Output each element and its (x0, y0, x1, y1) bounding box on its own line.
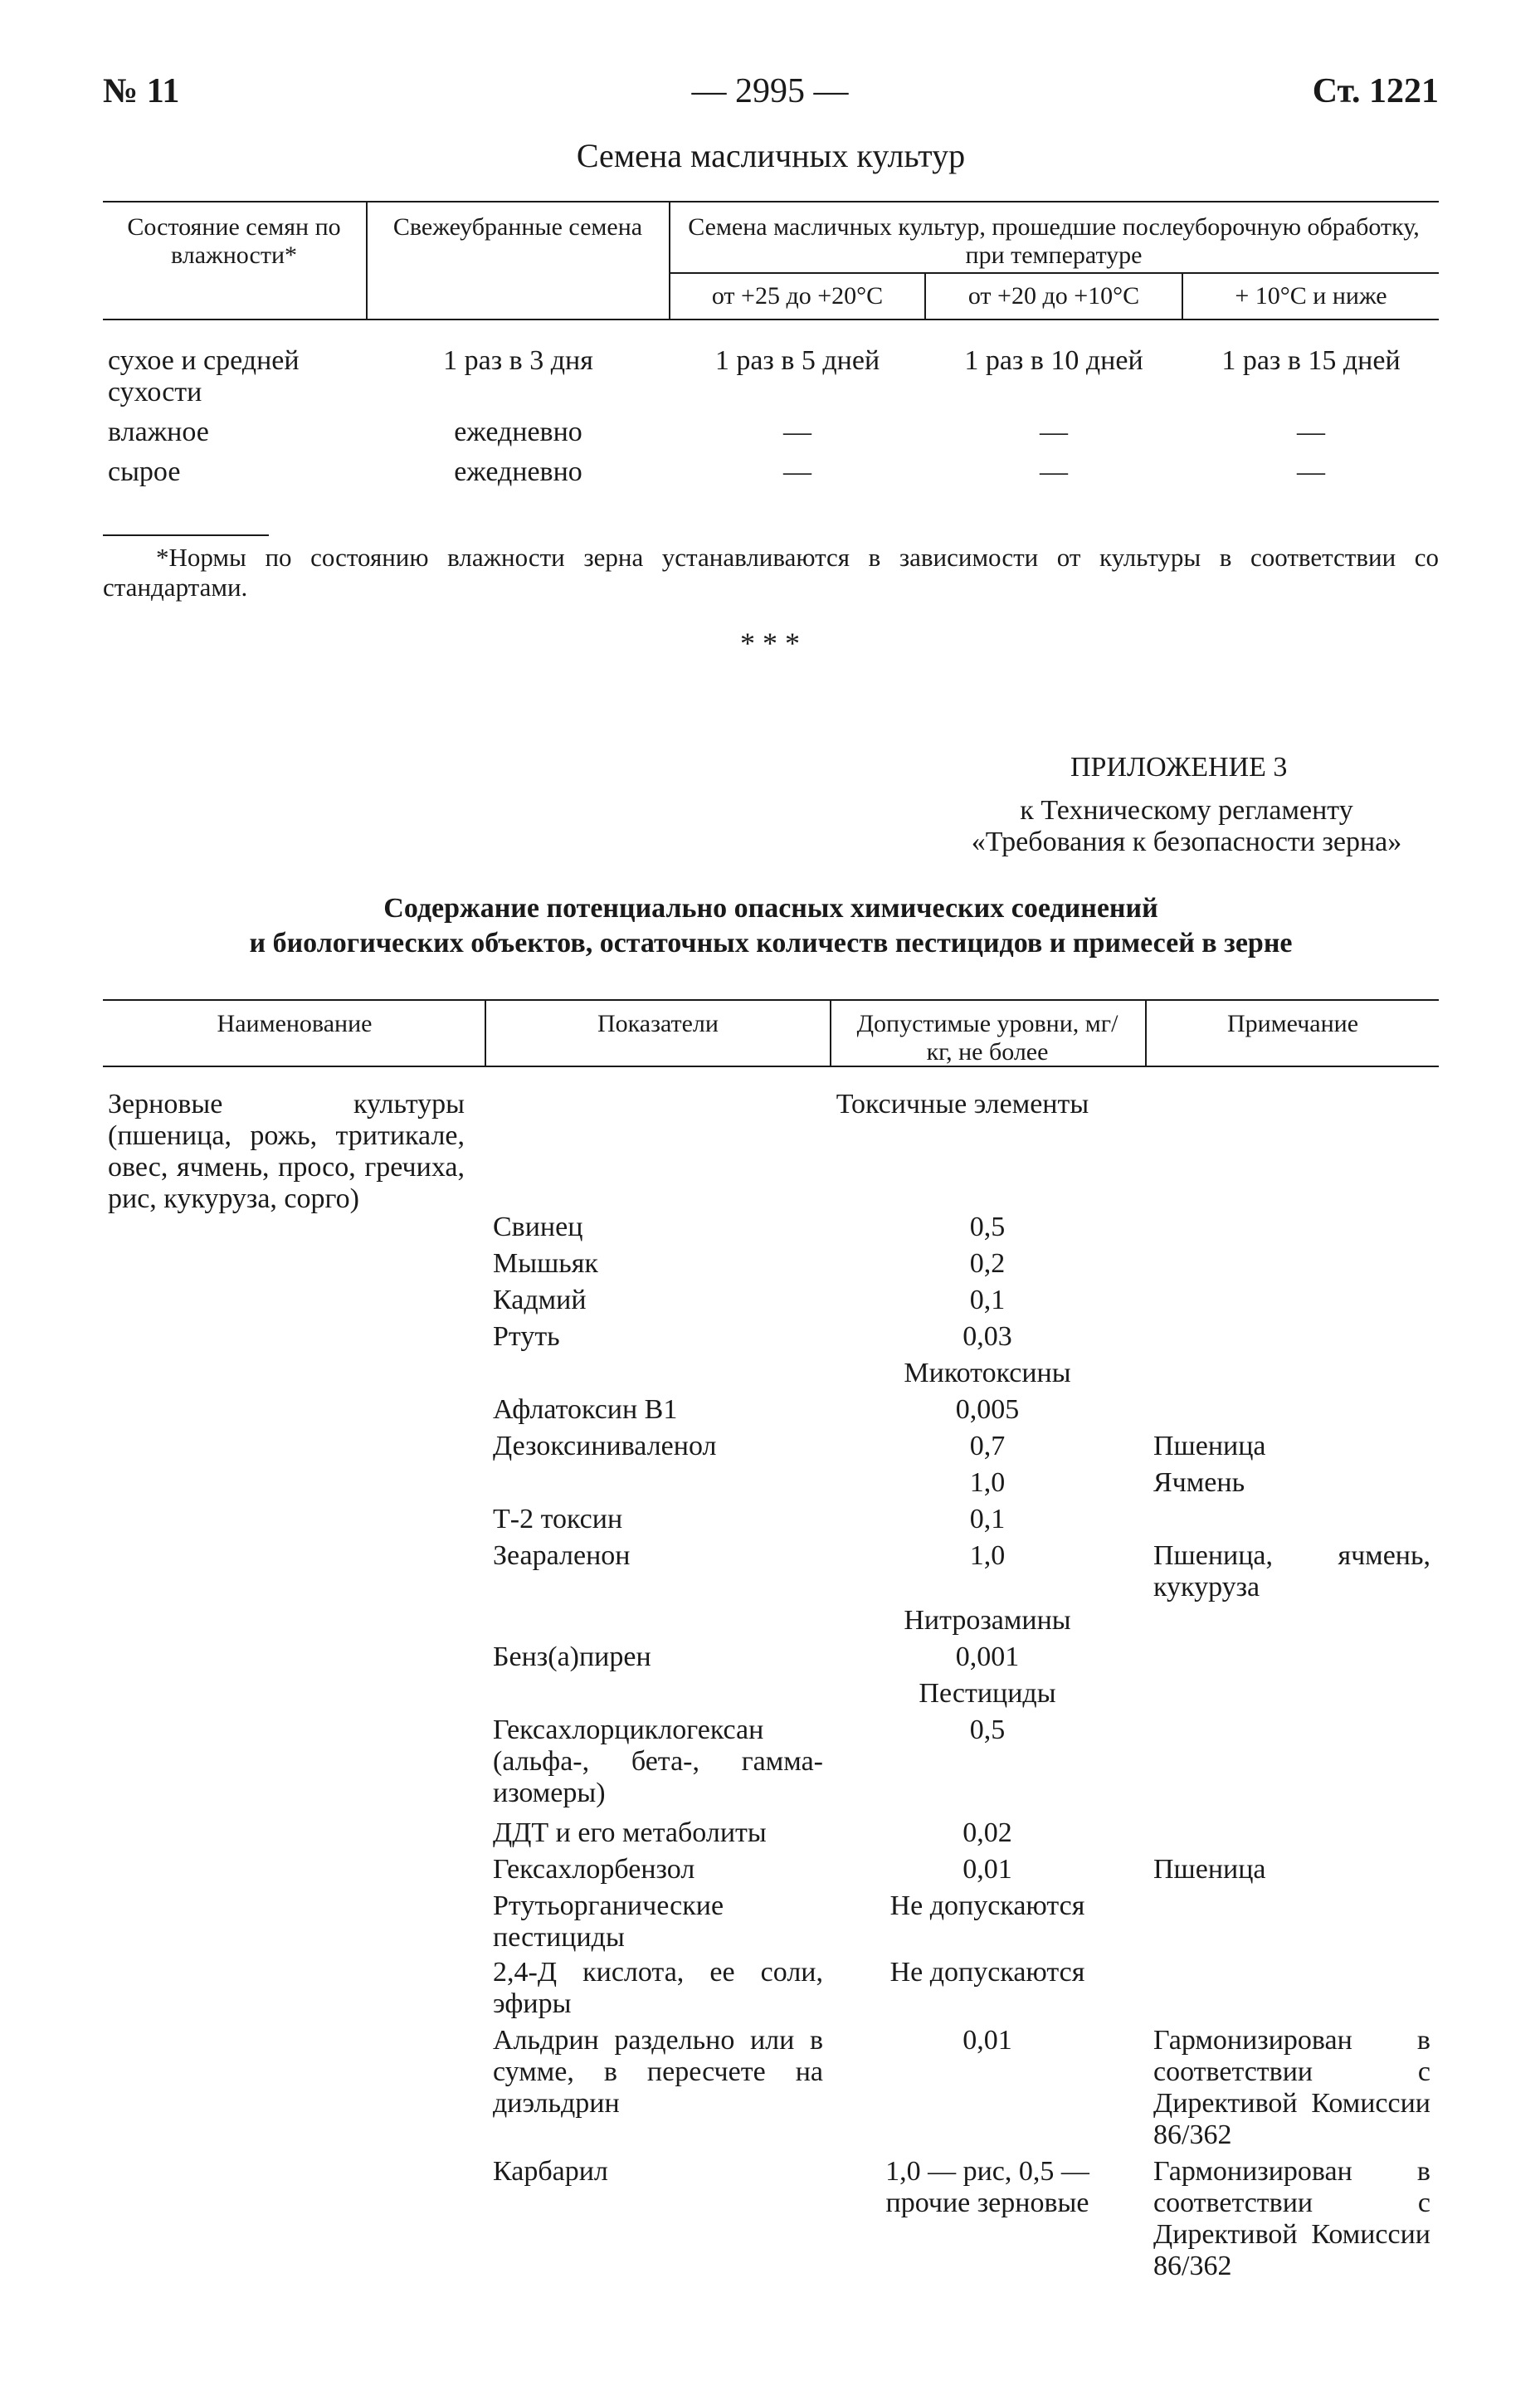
table1-cell-fresh: 1 раз в 3 дня (443, 345, 593, 376)
table2-section: Токсичные элементы (836, 1089, 1089, 1120)
table2-note: Гармонизирован в соответствии с Директивой Комиссии 86/362 (1153, 2025, 1430, 2150)
table2-indicator: Гексахлорциклогексан (альфа-, бета-, гамма-изомеры) (493, 1715, 823, 1808)
table1-cell-fresh: ежедневно (454, 417, 582, 447)
table2-indicator: Свинец (493, 1212, 583, 1242)
table2-level: 0,1 (969, 1285, 1006, 1315)
table1-cell: — (783, 456, 811, 487)
table2-indicator: Альдрин раздельно или в сумме, в пересчете на диэльдрин (493, 2025, 823, 2119)
table1-cell-state: влажное (108, 417, 209, 447)
table1-cell: 1 раз в 15 дней (1221, 345, 1401, 376)
issue-number: № 11 (103, 72, 180, 110)
table2-section: Пестициды (919, 1678, 1056, 1709)
table2-indicator: Гексахлорбензол (493, 1854, 695, 1885)
table2-indicator: Т-2 токсин (493, 1504, 623, 1534)
table2-level: Не допускаются (889, 1890, 1085, 1921)
table2-header: Показатели (597, 1010, 719, 1037)
table2-level: 1,0 (969, 1467, 1006, 1498)
table1-cell: — (1040, 456, 1068, 487)
table1-cell: — (1040, 417, 1068, 447)
table2-level: 0,2 (969, 1248, 1006, 1279)
table1-header-group: Семена масличных культур, прошедшие послеуборочную обработку, при температуре (688, 213, 1420, 269)
footnote: *Нормы по состоянию влажности зерна устанавливаются в зависимости от культуры в соответствии со стандартами. (103, 543, 1439, 602)
table1-row (108, 345, 348, 408)
table2-indicator: 2,4-Д кислота, ее соли, эфиры (493, 1957, 823, 2019)
table2-level: 1,0 — рис, 0,5 — прочие зерновые (885, 2156, 1089, 2218)
table2-level: 0,02 (962, 1817, 1012, 1848)
table2-header: Допустимые уровни, мг/кг, не более (856, 1010, 1118, 1066)
table1-cell: — (1297, 417, 1325, 447)
table1-cell: 1 раз в 5 дней (714, 345, 880, 376)
table2-indicator: Ртутьорганические пестициды (493, 1890, 724, 1953)
table1-subheader: от +25 до +20°С (711, 282, 884, 310)
table2-indicator: Бенз(а)пирен (493, 1641, 651, 1672)
table1-cell: — (783, 417, 811, 447)
table2-indicator: Мышьяк (493, 1248, 598, 1279)
table2-level: 0,5 (969, 1212, 1006, 1242)
table1-header-fresh: Свежеубранные семена (392, 213, 643, 241)
table2-level: 0,005 (955, 1394, 1020, 1425)
appendix-ref-line2: «Требования к безопасности зерна» (971, 827, 1402, 857)
appendix-title (103, 891, 1439, 961)
table2-indicator: Ртуть (493, 1321, 560, 1352)
table2-indicator: ДДТ и его метаболиты (493, 1817, 767, 1848)
table2-indicator: Карбарил (493, 2156, 608, 2187)
table1-cell: 1 раз в 10 дней (964, 345, 1143, 376)
table2-indicator: Дезоксиниваленол (493, 1431, 717, 1461)
table1-cell: — (1297, 456, 1325, 487)
table2-level: 0,01 (962, 2025, 1012, 2056)
table2-name-cell: Зерновые культуры (пшеница, рожь, тритикале, овес, ячмень, просо, гречиха, рис, кукуруза, сорго) (108, 1089, 465, 1214)
appendix-title-line1: Содержание потенциально опасных химических соединений (383, 893, 1158, 924)
table2-indicator: Кадмий (493, 1285, 587, 1315)
table2-header: Примечание (1226, 1010, 1359, 1037)
table2-level: 0,1 (969, 1504, 1006, 1534)
table1-title: Семена масличных культур (576, 137, 966, 174)
table1-cell-state: сырое (108, 456, 181, 487)
separator: * * * (740, 627, 800, 660)
table2-note: Пшеница (1153, 1854, 1266, 1885)
table2-level: 0,001 (955, 1641, 1020, 1672)
table2-header: Наименование (217, 1010, 373, 1037)
table1-subheader: от +20 до +10°С (967, 282, 1140, 310)
table1-header-state: Состояние семян по влажности* (127, 213, 341, 269)
table1-cell-fresh: ежедневно (454, 456, 582, 487)
table2-level: 1,0 (969, 1540, 1006, 1571)
table2-level: 0,03 (962, 1321, 1012, 1352)
table2-level: 0,7 (969, 1431, 1006, 1461)
table2-indicator: Афлатоксин В1 (493, 1394, 678, 1425)
table2-note: Пшеница (1153, 1431, 1266, 1461)
table1-subheader: + 10°С и ниже (1235, 282, 1387, 310)
appendix-label: ПРИЛОЖЕНИЕ 3 (1070, 752, 1288, 783)
table2-section: Нитрозамины (904, 1605, 1071, 1636)
table2-level: 0,01 (962, 1854, 1012, 1885)
footnote-rule (103, 534, 269, 536)
article-number: Ст. 1221 (1312, 72, 1439, 110)
page-number: — 2995 — (691, 72, 849, 110)
table2-level: Не допускаются (889, 1957, 1085, 1988)
appendix-ref (938, 795, 1435, 858)
table2-level: 0,5 (969, 1715, 1006, 1745)
table1-cell-state: сухое и средней сухости (108, 345, 300, 407)
appendix-title-line2: и биологических объектов, остаточных количеств пестицидов и примесей в зерне (249, 928, 1293, 959)
table2-note: Пшеница, ячмень, кукуруза (1153, 1540, 1430, 1602)
table2-note: Ячмень (1153, 1467, 1245, 1498)
table2-section: Микотоксины (904, 1358, 1071, 1388)
table2-note: Гармонизирован в соответствии с Директивой Комиссии 86/362 (1153, 2156, 1430, 2281)
table2-indicator: Зеараленон (493, 1540, 631, 1571)
appendix-ref-line1: к Техническому регламенту (1020, 795, 1353, 826)
